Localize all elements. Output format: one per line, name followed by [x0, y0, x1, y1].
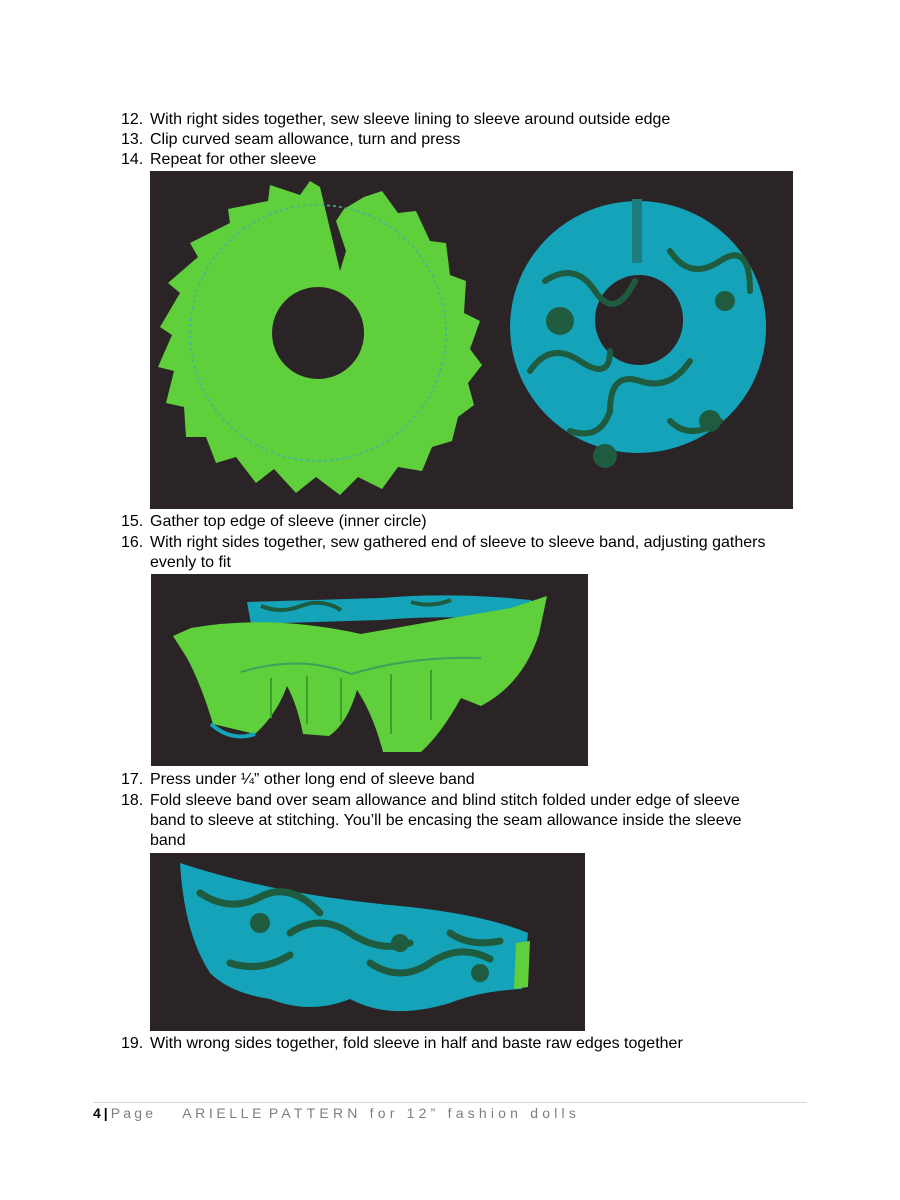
step-18-continuation-1: band to sleeve at stitching. You’ll be encasing the seam allowance inside the sleeve: [150, 812, 742, 829]
step-14: 14. Repeat for other sleeve: [121, 151, 317, 168]
step-18-continuation-2: band: [150, 832, 186, 849]
page-footer: [93, 1105, 580, 1121]
step-17: 17. Press under ¼” other long end of sleeve band: [121, 771, 475, 788]
step-12: 12. With right sides together, sew sleeve lining to sleeve around outside edge: [121, 111, 671, 128]
photo-finished-band: [150, 853, 585, 1031]
step-15: 15. Gather top edge of sleeve (inner circle): [121, 513, 427, 530]
page-number: 4: [93, 1105, 101, 1121]
pattern-title: ARIELLE: [182, 1105, 266, 1121]
step-18: 18. Fold sleeve band over seam allowance and blind stitch folded under edge of sleeve: [121, 792, 740, 809]
gathered-sleeve-illustration: [151, 574, 588, 766]
photo-sleeve-circles: [150, 171, 793, 509]
photo-gathered-sleeve: [151, 574, 588, 766]
step-13: 13. Clip curved seam allowance, turn and press: [121, 131, 461, 148]
step-16: 16. With right sides together, sew gathered end of sleeve to sleeve band, adjusting gathers: [121, 534, 766, 551]
footer-divider: [93, 1102, 807, 1103]
page-word: Page: [110, 1105, 157, 1121]
footer-separator: |: [103, 1105, 108, 1121]
sleeve-circles-illustration: [150, 171, 793, 509]
finished-band-illustration: [150, 853, 585, 1031]
step-16-continuation: evenly to fit: [150, 554, 231, 571]
pattern-subtitle: PATTERN for 12” fashion dolls: [268, 1105, 581, 1121]
step-19: 19. With wrong sides together, fold sleeve in half and baste raw edges together: [121, 1035, 683, 1052]
